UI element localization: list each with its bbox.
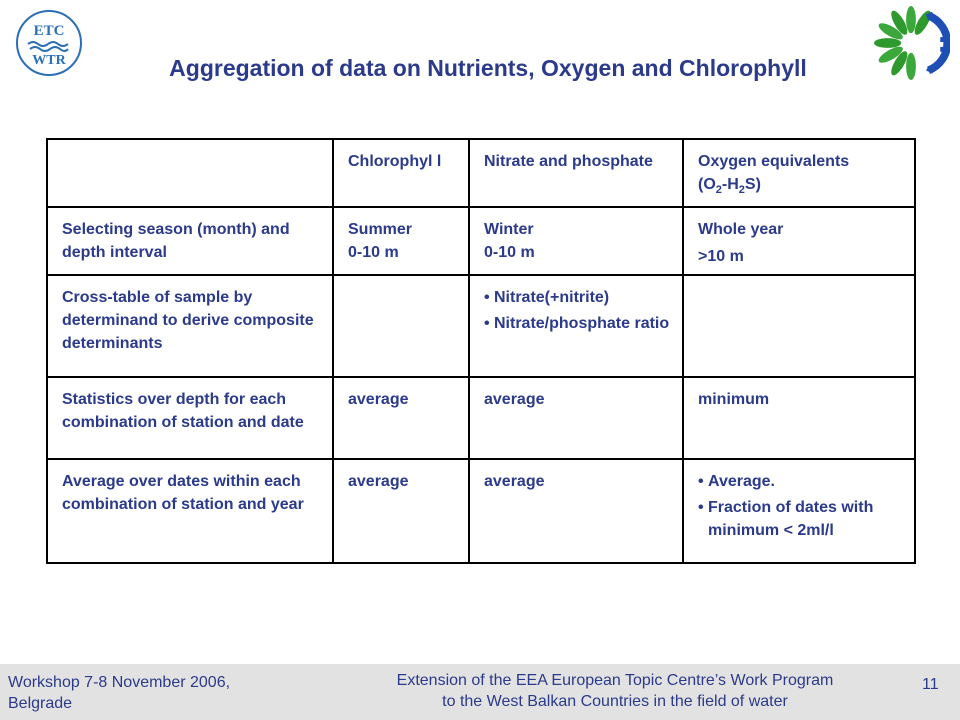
logo-text-top: ETC <box>33 23 65 39</box>
cell-chlorophyll: average <box>333 459 469 563</box>
oxygen-header-label: Oxygen equivalents <box>698 153 850 170</box>
header-cell-empty <box>47 139 333 207</box>
cell-chlorophyll: Summer 0-10 m <box>333 207 469 275</box>
list-item: • Average. <box>698 470 906 493</box>
table-row <box>47 459 915 563</box>
page-title: Aggregation of data on Nutrients, Oxygen and Chlorophyll <box>169 55 807 81</box>
table-row <box>47 275 915 377</box>
row-label: Average over dates within each combination of station and year <box>47 459 333 563</box>
footer-workshop-info: Workshop 7-8 November 2006, Belgrade <box>8 674 231 712</box>
footer-line-2: to the West Balkan Countries in the field of water <box>442 693 788 710</box>
nitrate-bullet-list <box>484 286 674 335</box>
cell-oxygen <box>683 459 915 563</box>
table-row <box>47 377 915 459</box>
cell-chlorophyll <box>333 275 469 377</box>
logo-text-bottom: WTR <box>32 53 66 68</box>
cell-nitrate: average <box>469 377 683 459</box>
header-cell-oxygen <box>683 139 915 207</box>
cell-nitrate <box>469 275 683 377</box>
oxygen-bullet-list <box>698 470 906 542</box>
row-label: Selecting season (month) and depth interval <box>47 207 333 275</box>
footer-program-info <box>330 670 900 712</box>
row-label: Cross-table of sample by determinand to derive composite determinants <box>47 275 333 377</box>
table-row <box>47 207 915 275</box>
cell-oxygen: Whole year >10 m <box>683 207 915 275</box>
list-item: • Fraction of dates with minimum < 2ml/l <box>698 496 906 542</box>
header-cell-nitrate: Nitrate and phosphate <box>469 139 683 207</box>
page-number: 11 <box>922 676 939 693</box>
header-cell-chlorophyll: Chlorophyl l <box>333 139 469 207</box>
footer-line-1: Extension of the EEA European Topic Centre’s Work Program <box>396 672 834 689</box>
row-label: Statistics over depth for each combination of station and date <box>47 377 333 459</box>
cell-chlorophyll: average <box>333 377 469 459</box>
list-item: • Nitrate/phosphate ratio <box>484 312 674 335</box>
cell-oxygen: minimum <box>683 377 915 459</box>
oxygen-formula: $(O_2-H_2S)$ <box>698 176 761 197</box>
cell-nitrate: Winter 0-10 m <box>469 207 683 275</box>
aggregation-table <box>46 138 916 564</box>
cell-oxygen <box>683 275 915 377</box>
cell-nitrate: average <box>469 459 683 563</box>
table-header-row <box>47 139 915 207</box>
list-item: • Nitrate(+nitrite) <box>484 286 674 309</box>
